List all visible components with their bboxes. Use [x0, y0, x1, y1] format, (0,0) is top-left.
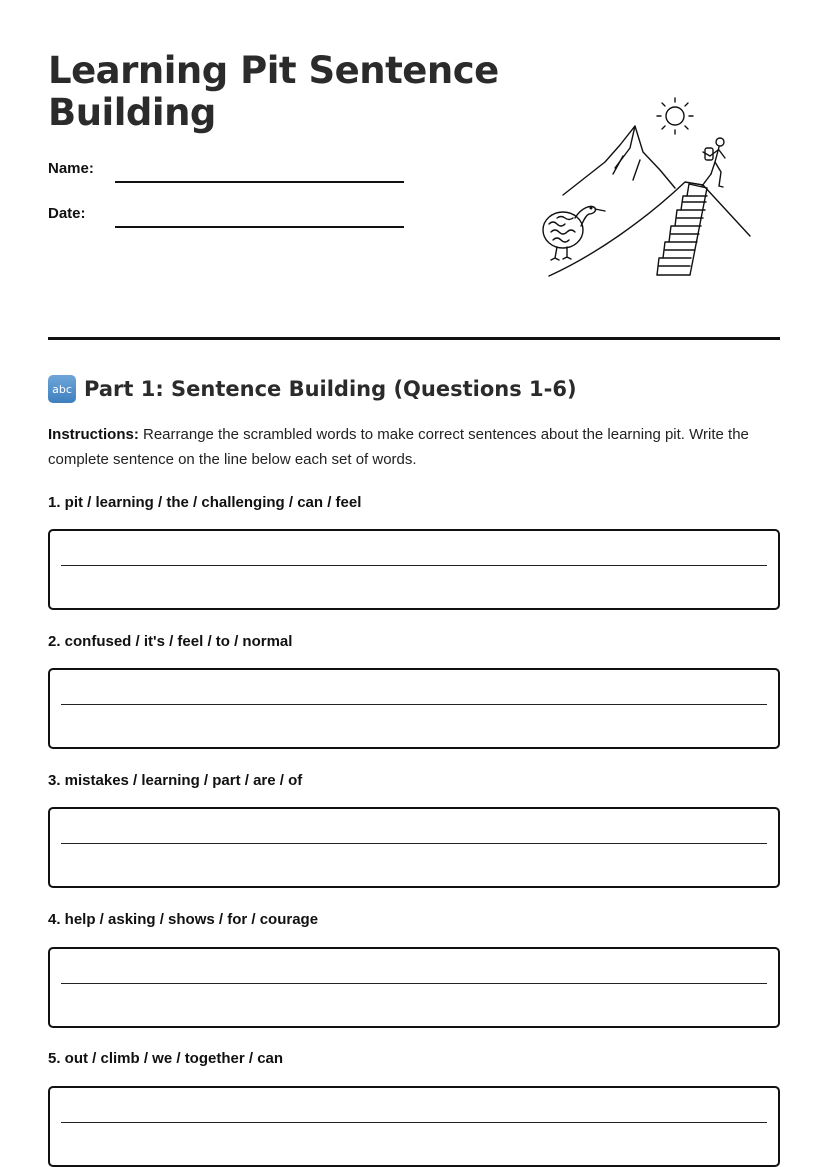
answer-line [61, 983, 767, 984]
question-1-answer-box[interactable] [48, 529, 780, 610]
mountain-icon [549, 126, 750, 276]
question-5-label: 5. out / climb / we / together / can [48, 1050, 284, 1067]
question-2-label: 2. confused / it's / feel / to / normal [48, 633, 293, 650]
name-line[interactable] [115, 181, 404, 183]
part1-heading [48, 372, 577, 406]
sun-icon [657, 98, 693, 134]
question-1-label: 1. pit / learning / the / challenging / can / feel [48, 494, 362, 511]
part1-heading-text: Part 1: Sentence Building (Questions 1-6) [84, 377, 577, 401]
answer-line [61, 704, 767, 705]
date-label: Date: [48, 205, 86, 222]
question-4-answer-box[interactable] [48, 947, 780, 1028]
instructions [48, 422, 788, 472]
stairs-icon [657, 184, 707, 275]
name-label: Name: [48, 160, 94, 177]
question-2-answer-box[interactable] [48, 668, 780, 749]
date-line[interactable] [115, 226, 404, 228]
page-title: Learning Pit Sentence Building [48, 49, 499, 134]
abc-icon: abc [48, 375, 76, 403]
mountain-climber-kiwi-illustration [535, 90, 760, 285]
answer-line [61, 565, 767, 566]
header-divider [48, 337, 780, 340]
climber-icon [702, 138, 725, 187]
question-4-label: 4. help / asking / shows / for / courage [48, 911, 319, 928]
question-5-answer-box[interactable] [48, 1086, 780, 1167]
instructions-text: Rearrange the scrambled words to make correct sentences about the learning pit. Write the complete sentence on the line below each set of words. [48, 426, 749, 468]
question-3-label: 3. mistakes / learning / part / are / of [48, 772, 303, 789]
answer-line [61, 1122, 767, 1123]
answer-line [61, 843, 767, 844]
question-3-answer-box[interactable] [48, 807, 780, 888]
kiwi-bird-icon [543, 206, 605, 260]
instructions-label: Instructions: [48, 426, 139, 443]
